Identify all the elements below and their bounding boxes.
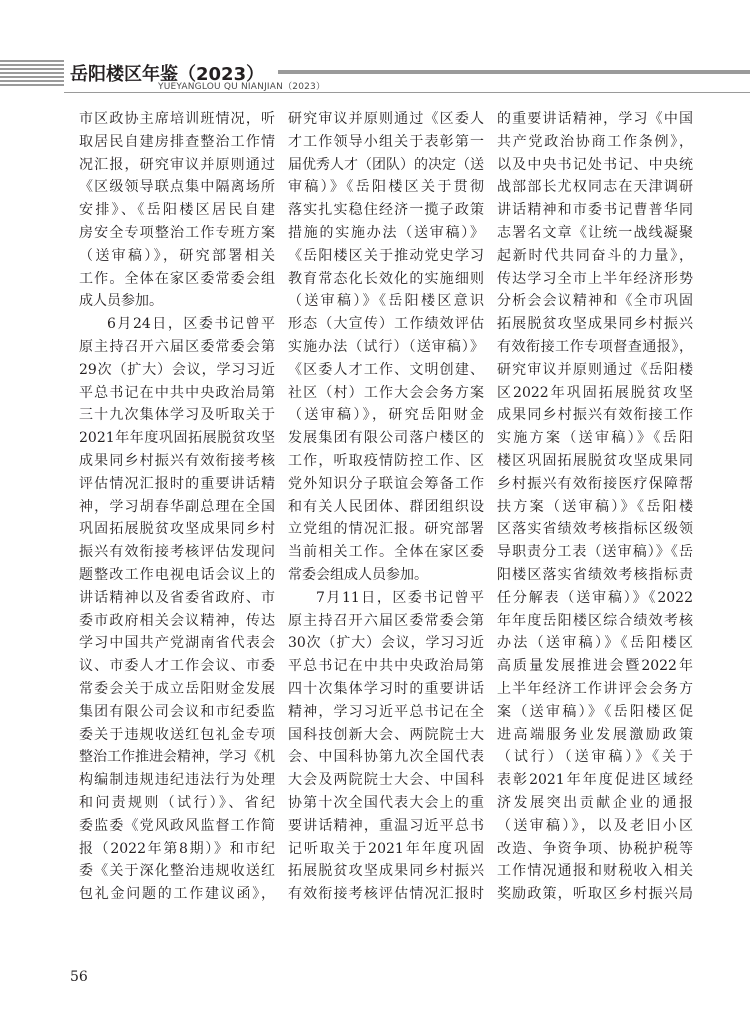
body-text-line: 《区级领导联点集中隔离场所 [79,179,275,196]
body-text-line: 会、中国科协第九次全国代表 [288,749,484,766]
body-text-line: 成果同乡村振兴有效衔接考核 [79,452,275,469]
running-header-title: 岳阳楼区年鉴（2023） [70,64,265,85]
body-text-line: 阳楼区落实省绩效考核指标责 [497,566,693,583]
body-text-line: 任分解表（送审稿）》《2022 [497,589,693,606]
body-text-line: 常委会组成人员参加。 [288,566,428,583]
body-text-line: 30次（扩大）会议，学习习近 [288,635,484,652]
header-decoration-lines [0,60,64,92]
body-text-line: 战部部长尤权同志在天津调研 [497,179,693,196]
body-text-line: 成果同乡村振兴有效衔接工作 [497,407,693,424]
body-text-line: 三十九次集体学习及听取关于 [79,407,275,424]
body-text-line: 工作。全体在家区委常委会组 [79,270,275,287]
body-text-line: 巩固拓展脱贫攻坚成果同乡村 [79,521,275,538]
body-text-line: 区落实省绩效考核指标区级领 [497,521,693,538]
body-text-line: 集团有限公司会议和市纪委监 [79,703,275,720]
body-text-line: 议、市委人才工作会议、市委 [79,658,275,675]
body-text-line: 有效衔接工作专项督查通报》， [497,338,693,355]
body-text-line: 楼区巩固拓展脱贫攻坚成果同 [497,452,693,469]
body-text-line: （送审稿）》《岳阳楼区意识 [288,293,484,310]
body-text-line: 要讲话精神，重温习近平总书 [288,817,484,834]
body-text-line: 共产党政治协商工作条例》， [497,133,693,150]
body-text-line: 四十次集体学习时的重要讲话 [288,680,484,697]
page-number: 56 [70,969,88,985]
body-text-line: 报（2022年第8期）》和市纪 [79,840,275,857]
body-text-line: 记听取关于2021年年度巩固 [288,840,484,857]
body-text-line: 实施办法（试行）（送审稿）》 [288,338,484,355]
body-text-line: 原主持召开六届区委常委会第 [79,338,275,355]
body-text-line: 精神，学习习近平总书记在全 [288,703,484,720]
body-text-line: 讲话精神和市委书记曹普华同 [497,202,693,219]
body-text-line: 传达学习全市上半年经济形势 [497,270,693,287]
body-text-line: 2021年年度巩固拓展脱贫攻坚 [79,430,275,447]
body-text-line: 包礼金问题的工作建议函》， [79,886,275,903]
body-text-line: 和有关人民团体、群团组织设 [288,498,484,515]
body-text-line: 平总书记在中共中央政治局第 [288,658,484,675]
body-text-line: 委《关于深化整治违规收送红 [79,863,275,880]
text-column-2 [288,108,484,906]
body-text-line: 评估情况汇报时的重要讲话精 [79,475,275,492]
body-text-line: 房安全专项整治工作专班方案 [79,224,275,241]
body-text-line: 拓展脱贫攻坚成果同乡村振兴 [497,316,693,333]
body-text-line: 委市政府相关会议精神，传达 [79,612,275,629]
body-text-line: 年年度岳阳楼区综合绩效考核 [497,612,693,629]
body-text-line: 奖励政策，听取区乡村振兴局 [497,886,693,903]
body-text-line: 的重要讲话精神，学习《中国 [497,111,693,127]
body-text-line: 委关于违规收送红包礼金专项 [79,726,275,743]
body-text-line: 协第十次全国代表大会上的重 [288,794,484,811]
body-text-line: 乡村振兴有效衔接医疗保障帮 [497,475,693,492]
body-text-line: 常委会关于成立岳阳财金发展 [79,680,275,697]
body-text-line: 改造、争资争项、协税护税等 [497,840,693,857]
body-text-line: 平总书记在中共中央政治局第 [79,384,275,401]
body-text-line: 发展集团有限公司落户楼区的 [288,430,484,447]
body-text-line: 表彰2021年年度促进区域经 [497,772,693,789]
body-text-line: 教育常态化长效化的实施细则 [288,270,484,287]
body-text-line: （送审稿）》，研究岳阳财金 [288,407,484,424]
body-text-line: 高质量发展推进会暨2022年 [497,658,693,675]
body-text-line: 6月24日，区委书记曾平 [107,316,275,333]
body-text-line: 《岳阳楼区关于推动党史学习 [288,247,484,264]
body-text-line: 党外知识分子联谊会筹备工作 [288,475,484,492]
body-text-line: 志署名文章《让统一战线凝聚 [497,224,693,241]
body-text-line: 整治工作推进会精神，学习《机 [79,749,275,766]
body-text-line: 办法（送审稿）》《岳阳楼区 [497,635,693,652]
body-text-line: 起新时代共同奋斗的力量》， [497,247,693,264]
body-text-line: 大会及两院院士大会、中国科 [288,772,484,789]
body-text-line: 讲话精神以及省委省政府、市 [79,589,275,606]
body-text-line: 才工作领导小组关于表彰第一 [288,133,484,150]
body-text-line: 形态（大宣传）工作绩效评估 [288,316,484,333]
body-text-line: 况汇报，研究审议并原则通过 [79,156,275,173]
body-text-line: 案（送审稿）》《岳阳楼区促 [497,703,693,720]
header-rule [64,92,750,93]
body-text-line: 学习中国共产党湖南省代表会 [79,635,275,652]
body-text-line: 研究审议并原则通过《区委人 [288,111,484,127]
body-text-line: 取居民自建房排查整治工作情 [79,133,275,150]
body-text-line: 扶方案（送审稿）》《岳阳楼 [497,498,693,515]
body-text-line: 委监委《党风政风监督工作简 [79,817,275,834]
text-column-3 [497,108,693,906]
body-text-line: 区2022年巩固拓展脱贫攻坚 [497,384,693,401]
body-text-line: 有效衔接考核评估情况汇报时 [288,886,484,903]
body-text-line: 立党组的情况汇报。研究部署 [288,521,484,538]
body-text-line: 措施的实施办法（送审稿）》 [288,224,484,241]
body-text-line: 社区（村）工作大会会务方案 [288,384,484,401]
body-text-line: 国科技创新大会、两院院士大 [288,726,484,743]
body-text-line: （送审稿）》，研究部署相关 [79,247,275,264]
body-text-line: 进高端服务业发展激励政策 [497,726,693,743]
body-text-line: 成人员参加。 [79,293,163,310]
body-text-line: 落实扎实稳住经济一揽子政策 [288,202,484,219]
body-text-line: 以及中央书记处书记、中央统 [497,156,693,173]
body-text-line: （送审稿）》，以及老旧小区 [497,817,693,834]
body-text-line: 原主持召开六届区委常委会第 [288,612,484,629]
body-text-line: 安排》、《岳阳楼区居民自建 [79,202,275,219]
body-text-line: 届优秀人才（团队）的决定（送 [288,156,484,173]
body-text-line: 当前相关工作。全体在家区委 [288,544,484,561]
body-text-line: 和问责规则（试行）》、省纪 [79,794,275,811]
body-text-line: 实施方案（送审稿）》《岳阳 [497,430,693,447]
body-text-line: 构编制违规违纪违法行为处理 [79,772,275,789]
body-text-line: 29次（扩大）会议，学习习近 [79,361,275,378]
body-text-line: 振兴有效衔接考核评估发现问 [79,544,275,561]
body-text-line: 工作，听取疫情防控工作、区 [288,452,484,469]
body-text-line: 济发展突出贡献企业的通报 [497,794,693,811]
body-text-line: （试行）（送审稿）》《关于 [497,749,693,766]
body-text-line: 拓展脱贫攻坚成果同乡村振兴 [288,863,484,880]
header-decoration-bar [278,70,750,74]
body-text-line: 研究审议并原则通过《岳阳楼 [497,361,693,378]
body-text-line: 工作情况通报和财税收入相关 [497,863,693,880]
body-text-line: 上半年经济工作讲评会会务方 [497,680,693,697]
body-text-line: 题整改工作电视电话会议上的 [79,566,275,583]
body-text-line: 导职责分工表（送审稿）》《岳 [497,544,693,561]
text-column-1 [79,108,275,906]
body-text-line: 市区政协主席培训班情况，听 [79,111,275,127]
body-text-line: 7月11日，区委书记曾平 [316,589,484,606]
body-text-line: 审稿）》《岳阳楼区关于贯彻 [288,179,484,196]
running-header-subtitle: YUEYANGLOU QU NIANJIAN（2023） [158,82,326,92]
body-text-line: 神，学习胡春华副总理在全国 [79,498,275,515]
body-text-line: 《区委人才工作、文明创建、 [288,361,484,378]
body-text-line: 分析会会议精神和《全市巩固 [497,293,693,310]
